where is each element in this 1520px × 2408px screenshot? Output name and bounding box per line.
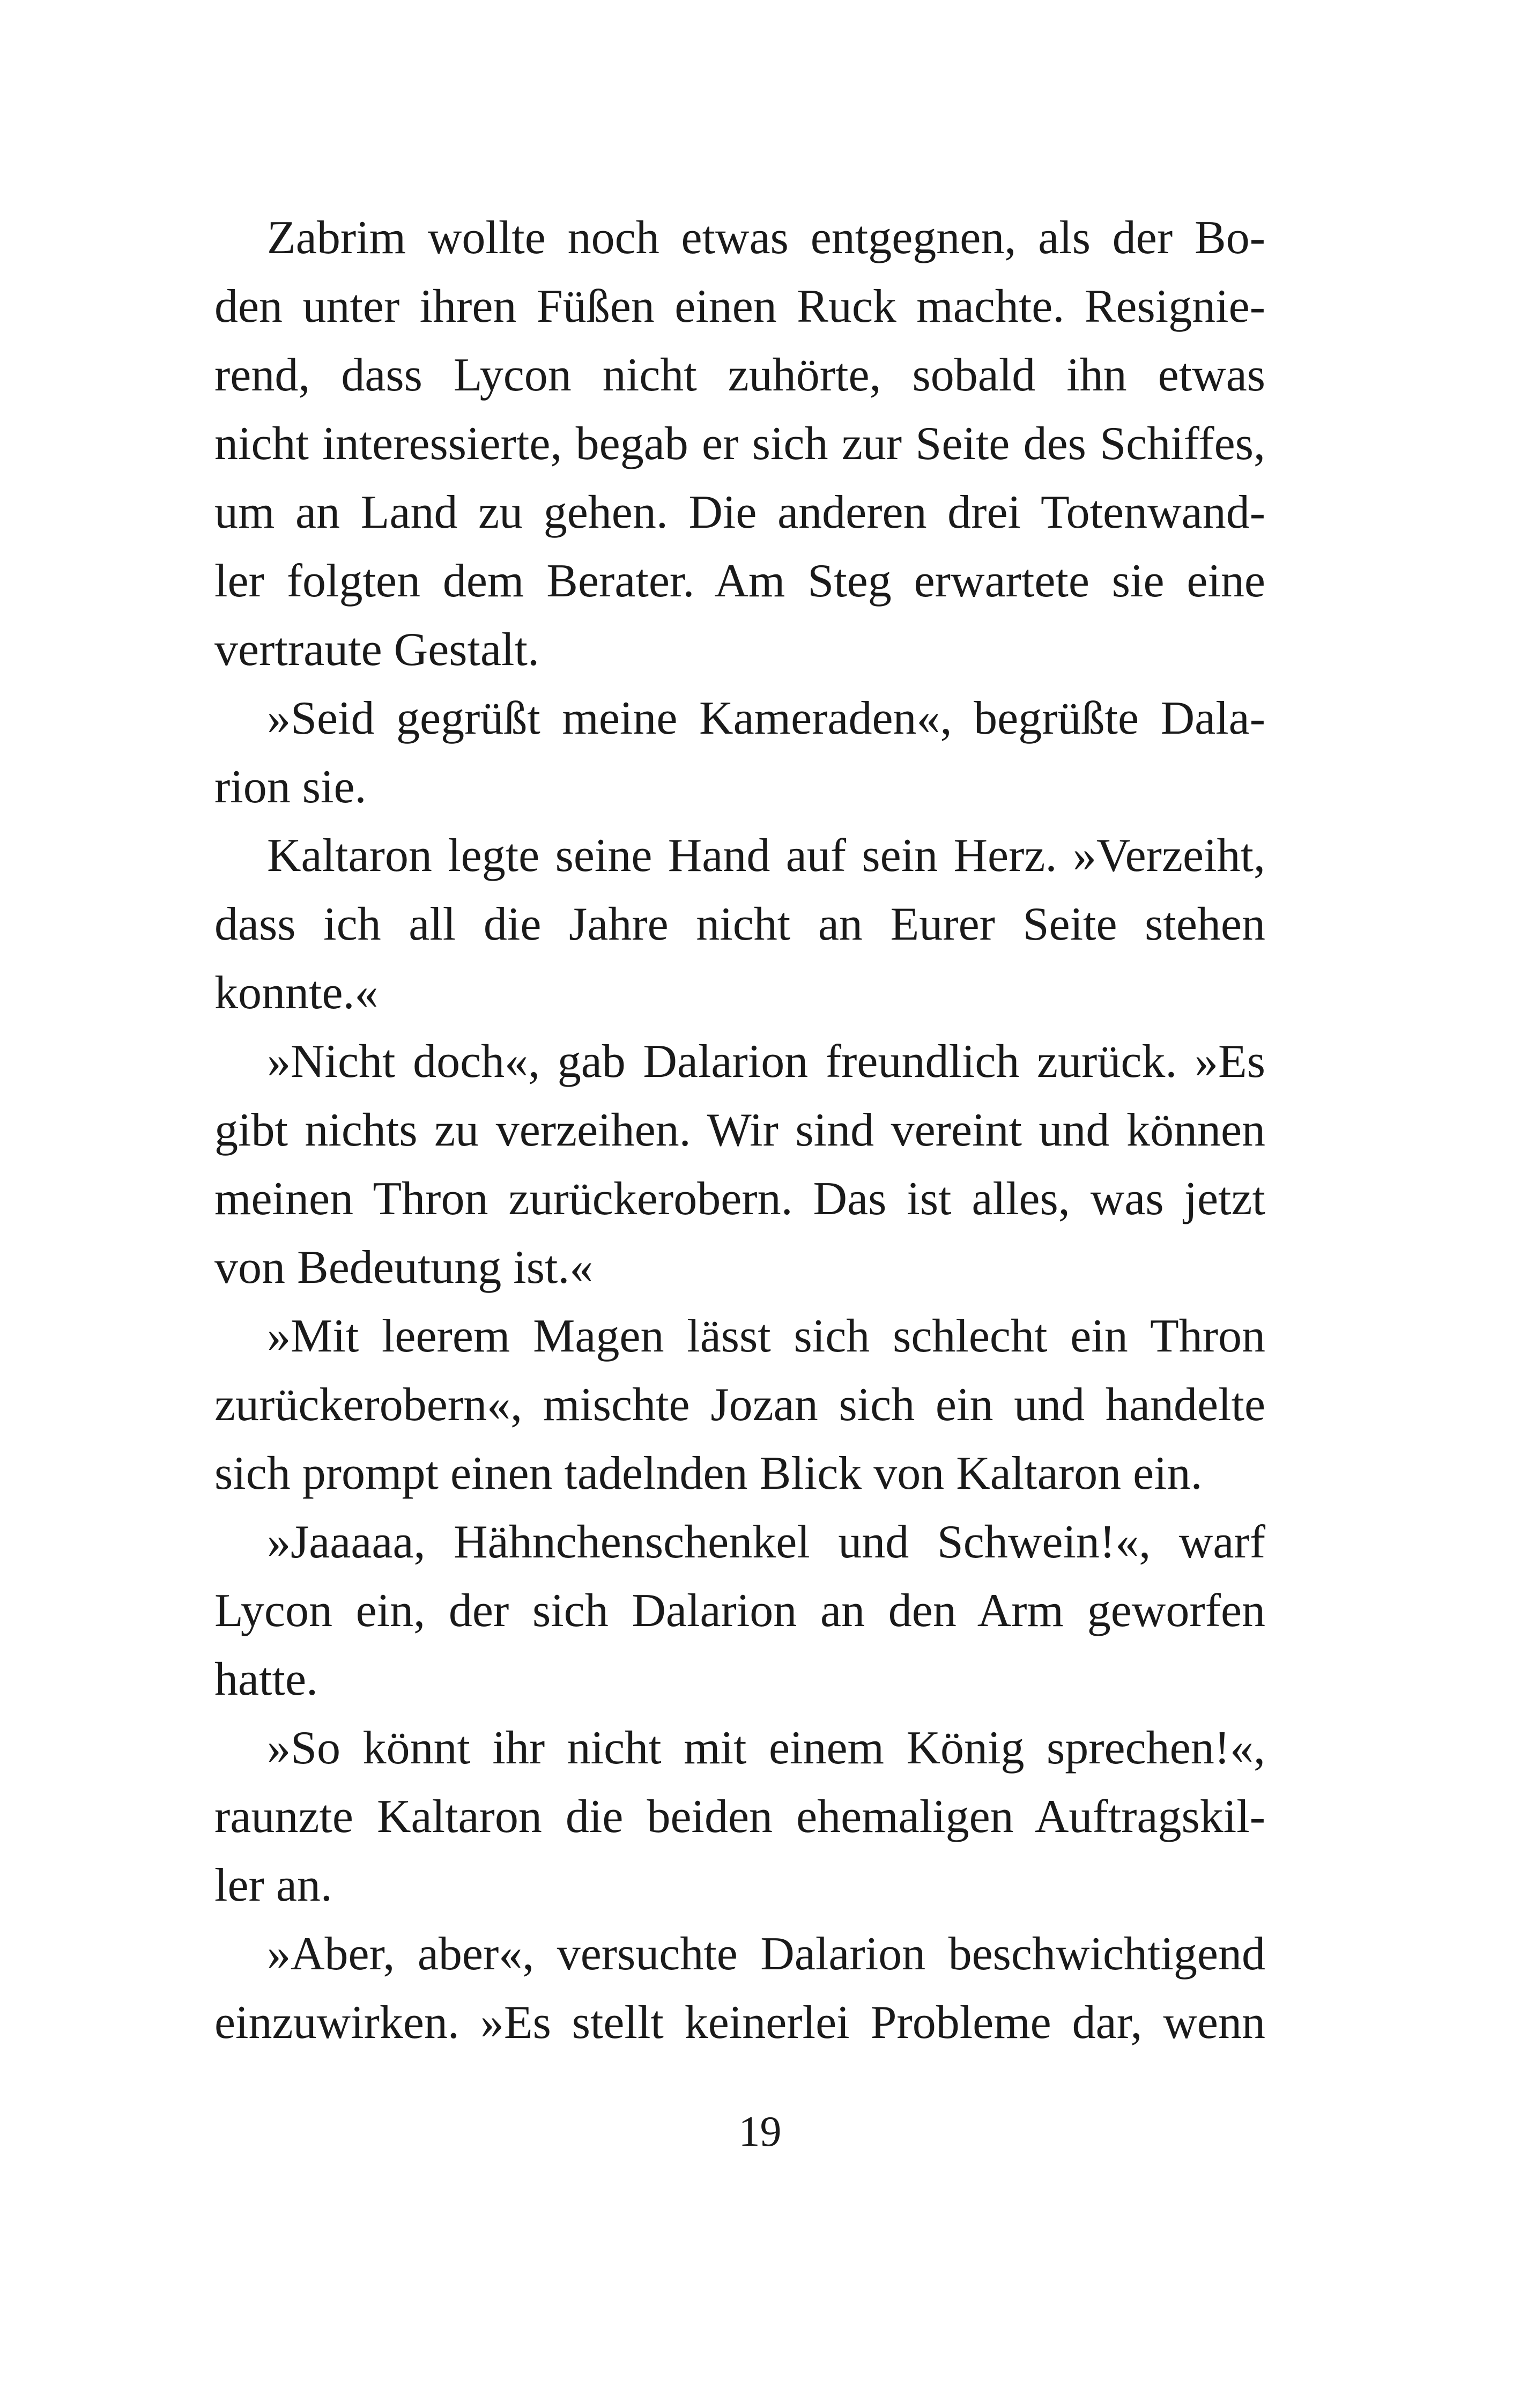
text-line: meinen Thron zurückerobern. Das ist alles, was jetzt: [214, 1173, 1265, 1225]
text-line: rend, dass Lycon nicht zuhörte, sobald ihn etwas: [214, 349, 1265, 401]
text-line: Zabrim wollte noch etwas entgegnen, als der Bo-: [267, 212, 1265, 264]
text-line: von Bedeutung ist.«: [214, 1242, 594, 1294]
text-line: »Seid gegrüßt meine Kameraden«, begrüßte Dala-: [267, 692, 1265, 744]
text-line: vertraute Gestalt.: [214, 624, 539, 676]
text-line: »Nicht doch«, gab Dalarion freundlich zurück. »Es: [267, 1036, 1265, 1088]
text-line: »Mit leerem Magen lässt sich schlecht ein Thron: [267, 1310, 1265, 1362]
text-line: Lycon ein, der sich Dalarion an den Arm geworfen: [214, 1585, 1265, 1637]
text-line: »So könnt ihr nicht mit einem König sprechen!«,: [267, 1722, 1265, 1774]
text-line: um an Land zu gehen. Die anderen drei Totenwand-: [214, 486, 1265, 538]
text-line: raunzte Kaltaron die beiden ehemaligen Auftragskil-: [214, 1791, 1265, 1843]
text-line: Kaltaron legte seine Hand auf sein Herz. »Verzeiht,: [267, 830, 1265, 882]
text-line: einzuwirken. »Es stellt keinerlei Probleme dar, wenn: [214, 1997, 1265, 2049]
text-line: »Jaaaaa, Hähnchenschenkel und Schwein!«, warf: [267, 1516, 1265, 1568]
text-line: den unter ihren Füßen einen Ruck machte. Resignie-: [214, 280, 1265, 333]
body-text: [214, 204, 1265, 2057]
text-line: rion sie.: [214, 761, 367, 813]
text-line: nicht interessierte, begab er sich zur Seite des Schiffes,: [214, 418, 1265, 470]
text-line: zurückerobern«, mischte Jozan sich ein und handelte: [214, 1379, 1265, 1431]
text-line: sich prompt einen tadelnden Blick von Kaltaron ein.: [214, 1447, 1203, 1500]
text-line: gibt nichts zu verzeihen. Wir sind vereint und können: [214, 1104, 1265, 1156]
text-line: ler an.: [214, 1859, 332, 1911]
text-line: hatte.: [214, 1653, 318, 1705]
text-line: konnte.«: [214, 967, 379, 1019]
text-line: ler folgten dem Berater. Am Steg erwartete sie eine: [214, 555, 1265, 607]
page-number: 19: [738, 2108, 782, 2155]
text-line: »Aber, aber«, versuchte Dalarion beschwichtigend: [267, 1928, 1265, 1980]
text-line: dass ich all die Jahre nicht an Eurer Seite stehen: [214, 898, 1265, 950]
